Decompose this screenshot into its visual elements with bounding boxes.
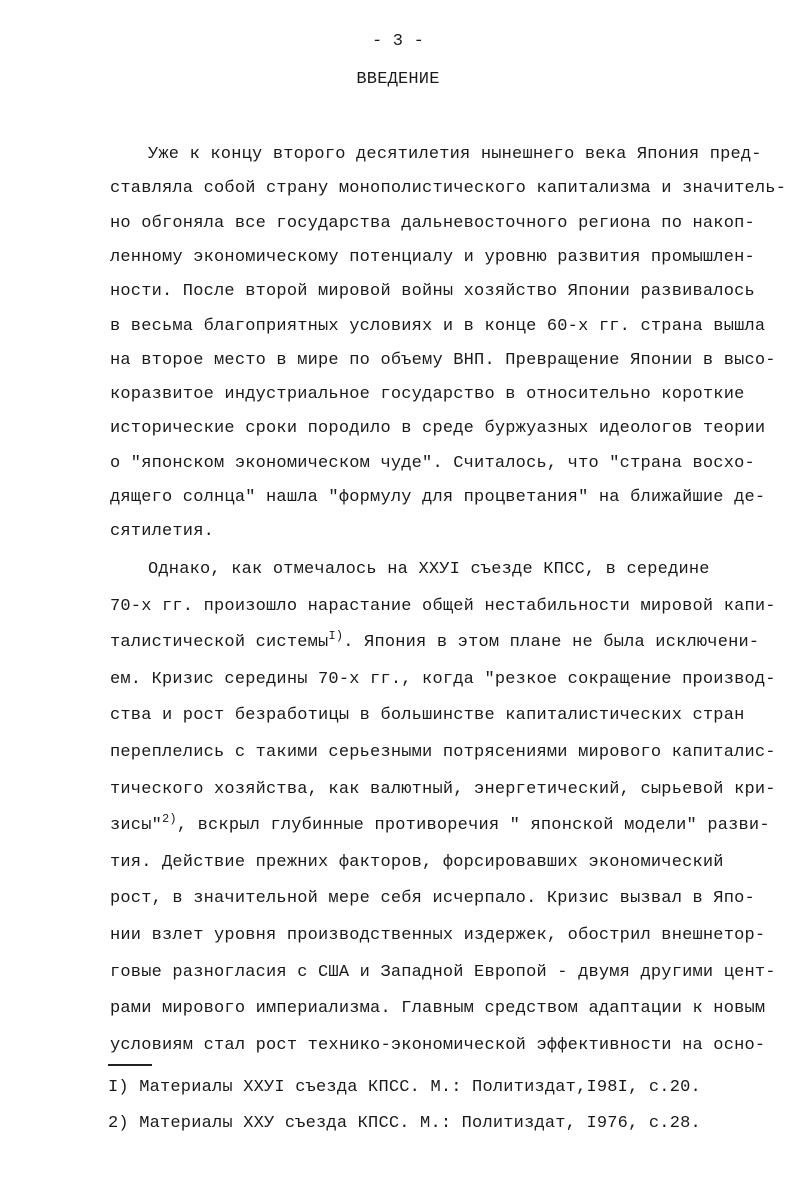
text-line <box>110 743 776 763</box>
footnote-separator <box>108 1064 152 1066</box>
line-text: 70-х гг. произошло нарастание общей нестабильности мировой капи- <box>110 597 776 616</box>
text-line <box>110 670 776 690</box>
text-line <box>148 560 710 580</box>
line-text: на второе место в мире по объему ВНП. Превращение Японии в высо- <box>110 351 776 370</box>
line-text: Уже к концу второго десятилетия нынешнего века Япония пред- <box>148 145 762 164</box>
text-line <box>148 145 762 165</box>
line-text: ленному экономическому потенциалу и уровню развития промышлен- <box>110 248 755 267</box>
line-text: в весьма благоприятных условиях и в конце 60-х гг. страна вышла <box>110 317 766 336</box>
line-text: рост, в значительной мере себя исчерпало. Кризис вызвал в Япо- <box>110 889 755 908</box>
line-text: Однако, как отмечалось на ХХУI съезде КПСС, в середине <box>148 560 710 579</box>
text-line <box>110 385 745 405</box>
text-line <box>110 889 755 909</box>
line-text: но обгоняла все государства дальневосточного региона по накоп- <box>110 214 755 233</box>
line-text: говые разногласия с США и Западной Европой - двумя другими цент- <box>110 963 776 982</box>
text-line <box>110 853 724 873</box>
footnote-1: I) Материалы ХХУI съезда КПСС. М.: Политиздат,I98I, с.20. <box>108 1078 701 1097</box>
line-text: переплелись с такими серьезными потрясениями мирового капиталис- <box>110 743 776 762</box>
text-line <box>110 351 776 371</box>
text-line <box>110 1036 765 1056</box>
line-text: . Япония в этом плане не была исключени- <box>343 633 760 652</box>
text-line <box>110 597 776 617</box>
text-line <box>110 454 755 474</box>
line-text: сятилетия. <box>110 522 215 541</box>
line-text: зисы" <box>110 816 163 835</box>
line-text: тического хозяйства, как валютный, энергетический, сырьевой кри- <box>110 780 776 799</box>
footnote-ref: 2) <box>162 812 177 826</box>
text-line <box>110 926 765 946</box>
section-heading: ВВЕДЕНИЕ <box>356 70 440 89</box>
line-text: коразвитое индустриальное государство в относительно короткие <box>110 385 745 404</box>
text-line <box>110 999 765 1019</box>
line-text: талистической системы <box>110 633 329 652</box>
text-line <box>110 214 755 234</box>
text-line <box>110 179 786 199</box>
line-text: ства и рост безработицы в большинстве капиталистических стран <box>110 706 745 725</box>
text-line <box>110 963 776 983</box>
line-text: тия. Действие прежних факторов, форсировавших экономический <box>110 853 724 872</box>
line-text: исторические сроки породило в среде буржуазных идеологов теории <box>110 419 766 438</box>
line-text: ем. Кризис середины 70-х гг., когда "резкое сокращение производ- <box>110 670 776 689</box>
footnote-2: 2) Материалы ХХУ съезда КПСС. М.: Политиздат, I976, с.28. <box>108 1114 701 1133</box>
line-text: дящего солнца" нашла "формулу для процветания" на ближайшие де- <box>110 488 766 507</box>
line-text: рами мирового империализма. Главным средством адаптации к новым <box>110 999 766 1018</box>
text-line <box>110 629 760 653</box>
text-line <box>110 522 214 542</box>
text-line <box>110 706 745 726</box>
text-line <box>110 248 755 268</box>
line-text: , вскрыл глубинные противоречия " японской модели" разви- <box>176 816 770 835</box>
line-text: нии взлет уровня производственных издержек, обострил внешнетор- <box>110 926 766 945</box>
text-line <box>110 282 755 302</box>
text-line <box>110 780 776 800</box>
line-text: условиям стал рост технико-экономической эффективности на осно- <box>110 1036 766 1055</box>
text-line <box>110 488 765 508</box>
line-text: о "японском экономическом чуде". Считалось, что "страна восхо- <box>110 454 755 473</box>
footnote-ref: I) <box>328 629 344 643</box>
line-text: ности. После второй мировой войны хозяйство Японии развивалось <box>110 282 755 301</box>
page-number: - 3 - <box>371 32 424 51</box>
line-text: ставляла собой страну монополистического капитализма и значитель- <box>110 179 787 198</box>
text-line <box>110 812 770 836</box>
text-line <box>110 419 765 439</box>
text-line <box>110 317 765 337</box>
